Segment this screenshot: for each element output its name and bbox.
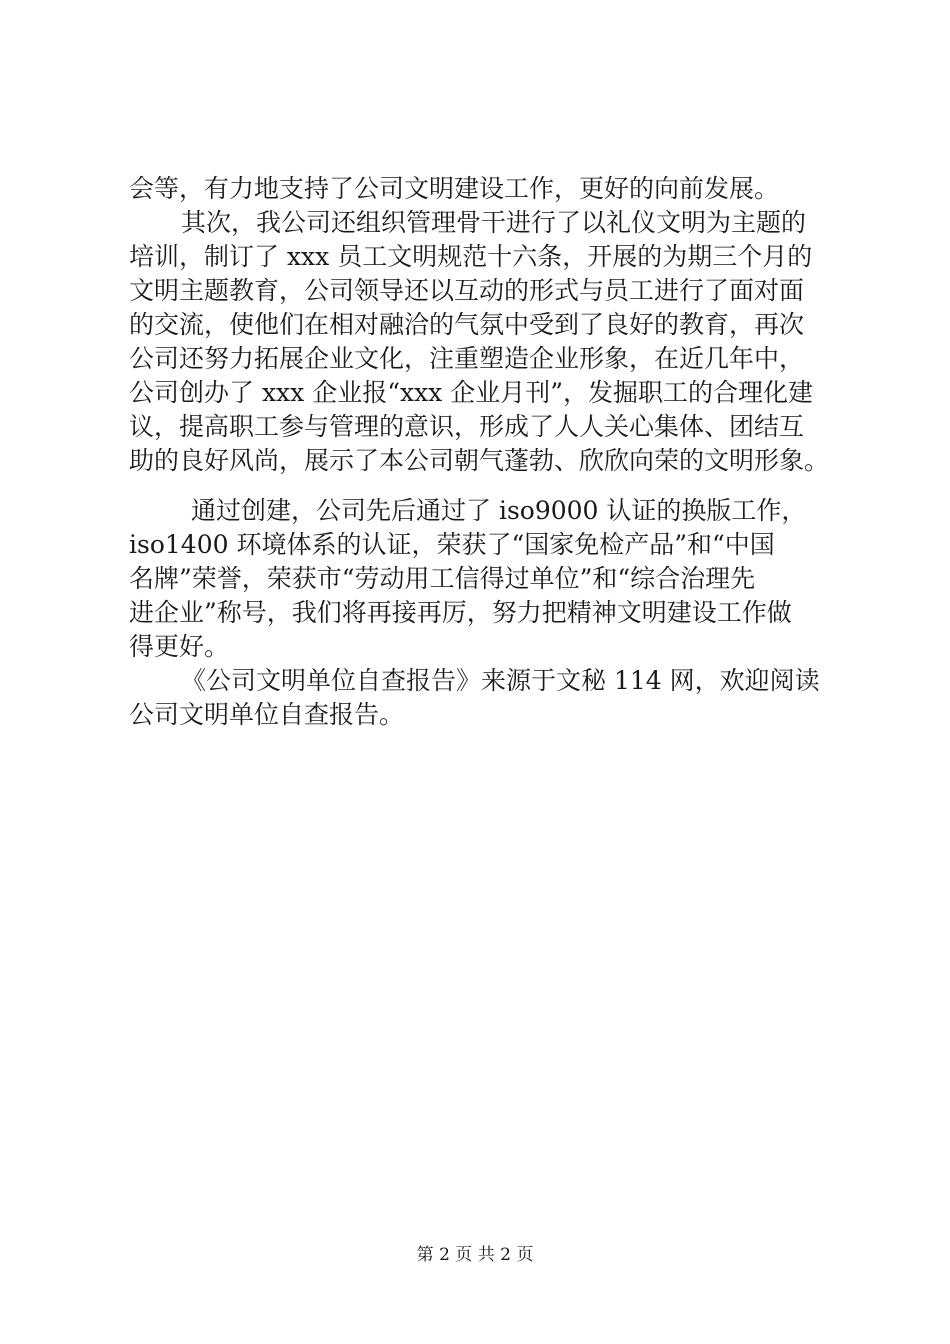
- text-line: 进企业”称号，我们将再接再厉，努力把精神文明建设工作做: [129, 598, 792, 627]
- text-line: 通过创建，公司先后通过了 iso9000 认证的换版工作，: [191, 496, 807, 525]
- paragraph-1: [129, 172, 841, 206]
- paragraph-3: [129, 494, 841, 664]
- text-line: 公司创办了 xxx 企业报“xxx 企业月刊”，发掘职工的合理化建: [129, 378, 813, 407]
- paragraph-4: [129, 664, 841, 732]
- text-line: 培训，制订了 xxx 员工文明规范十六条，开展的为期三个月的: [129, 242, 813, 271]
- page-number-footer: 第 2 页 共 2 页: [416, 1245, 534, 1265]
- text-line: 得更好。: [129, 632, 230, 661]
- paragraph-2: [129, 206, 841, 478]
- text-line: 公司还努力拓展企业文化，注重塑造企业形象，在近几年中，: [129, 344, 805, 373]
- text-line: 公司文明单位自查报告。: [129, 700, 405, 729]
- text-line: 其次，我公司还组织管理骨干进行了以礼仪文明为主题的: [181, 208, 807, 237]
- paragraph-spacer: [129, 478, 841, 494]
- text-line: 助的良好风尚，展示了本公司朝气蓬勃、欣欣向荣的文明形象。: [129, 446, 830, 475]
- text-line: iso1400 环境体系的认证，荣获了“国家免检产品”和“中国: [129, 530, 775, 559]
- text-line: 议，提高职工参与管理的意识，形成了人人关心集体、团结互: [129, 412, 805, 441]
- text-line: 名牌”荣誉，荣获市“劳动用工信得过单位”和“综合治理先: [129, 564, 756, 593]
- text-line: 会等，有力地支持了公司文明建设工作，更好的向前发展。: [129, 174, 780, 203]
- text-line: 《公司文明单位自查报告》来源于文秘 114 网，欢迎阅读: [181, 666, 820, 695]
- text-line: 的交流，使他们在相对融洽的气氛中受到了良好的教育，再次: [129, 310, 805, 339]
- text-line: 文明主题教育，公司领导还以互动的形式与员工进行了面对面: [129, 276, 805, 305]
- document-body: [129, 172, 841, 732]
